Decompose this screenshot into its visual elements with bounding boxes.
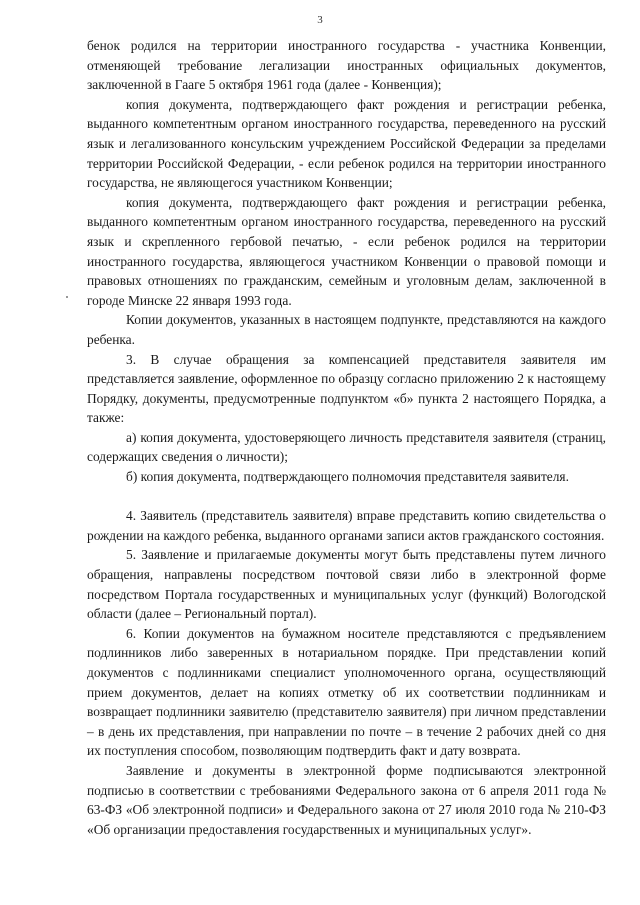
paragraph-gap [87,487,606,507]
paragraph-subitem-a: а) копия документа, удостоверяющего личность представителя заявителя (страниц, содержащих сведения о личности); [87,429,606,465]
paragraph: копия документа, подтверждающего факт рождения и регистрации ребенка, выданного компетентным органом иностранного государства, переведенного на русский язык и скрепленного гербовой печатью, - если ребенок родился на территории иностранного государства, являющегося участником Конвенции о правовой помощи и правовых отношениях по гражданским, семейным и уголовным делам, заключенной в городе Минске 22 января 1993 года. [87,194,606,308]
scan-speck [66,296,68,298]
paragraph: Копии документов, указанных в настоящем подпункте, представляются на каждого ребенка. [87,312,606,347]
paragraph: Заявление и документы в электронной форме подписываются электронной подписью в соответствии с требованиями Федерального закона от 6 апреля 2011 года № 63-ФЗ «Об электронной подписи» и Федерального закона от 27 июля 2010 года № 210-ФЗ «Об организации предоставления государственных и муниципальных услуг». [87,762,606,837]
paragraph-item-5: 5. Заявление и прилагаемые документы могут быть представлены путем личного обращения, направлены посредством почтовой связи либо в электронной форме посредством Портала государственных и муниципальных услуг (функций) Вологодской области (далее – Региональный портал). [87,547,606,622]
paragraph-continuation: бенок родился на территории иностранного государства - участника Конвенции, отменяющей требование легализации иностранных официальных документов, заключенной в Гааге 5 октября 1961 года (далее - Конвенция); [87,38,606,93]
paragraph-subitem-b: б) копия документа, подтверждающего полномочия представителя заявителя. [126,469,569,485]
paragraph-item-6: 6. Копии документов на бумажном носителе представляются с предъявлением подлинников либо заверенных в нотариальном порядке. При представлении копий документов с подлинниками специалист уполномоченного органа, осуществляющий прием документов, делает на копиях отметку об их соответствии подлинникам и возвращает подлинники заявителю (представителю заявителя) при личном представлении – в день их представления, при направлении по почте – в течение 2 рабочих дней со дня их поступления способом, позволяющим подтвердить факт и дату возврата. [87,625,606,759]
paragraph-item-4: 4. Заявитель (представитель заявителя) вправе представить копию свидетельства о рождении на каждого ребенка, выданного органами записи актов гражданского состояния. [87,508,606,543]
paragraph-item-3: 3. В случае обращения за компенсацией представителя заявителя им представляется заявление, оформленное по образцу согласно приложению 2 к настоящему Порядку, документы, предусмотренные подпунктом «б» пункта 2 настоящего Порядка, а также: [87,351,606,426]
document-body [87,36,606,839]
paragraph: копия документа, подтверждающего факт рождения и регистрации ребенка, выданного компетентным органом иностранного государства, переведенного на русский язык и легализованного консульским учреждением Российской Федерации за пределами территории Российской Федерации, - если ребенок родился на территории иностранного государства, не являющегося участником Конвенции; [87,96,606,191]
page-number: 3 [317,14,323,26]
